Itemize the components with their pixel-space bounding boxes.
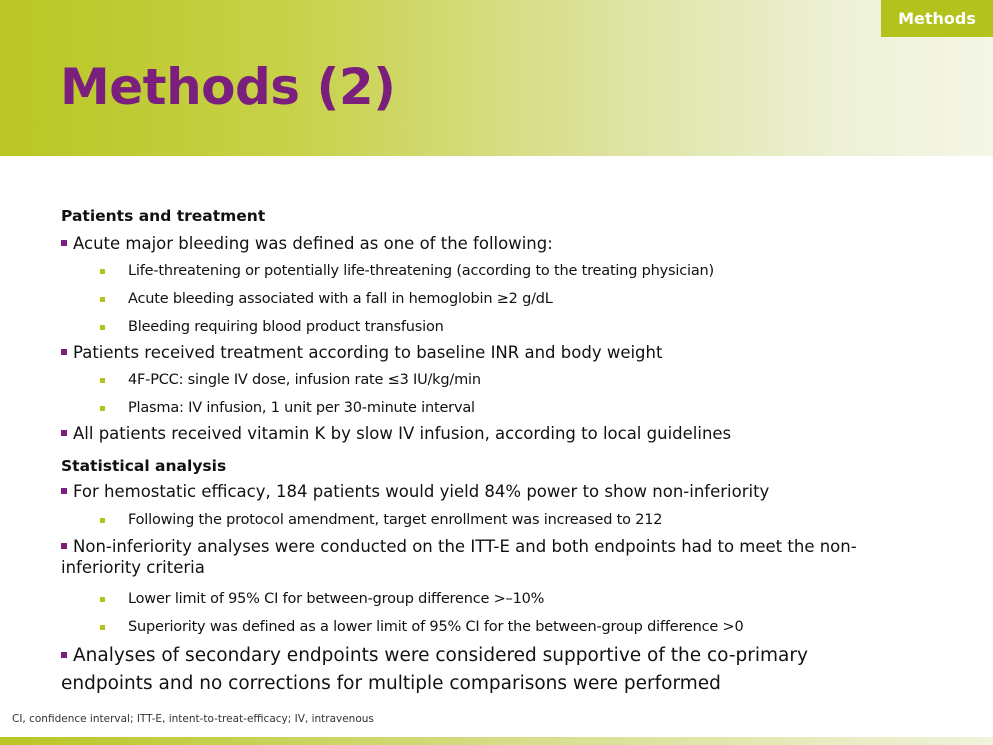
bullet-item: All patients received vitamin K by slow IV infusion, according to local guidelines bbox=[61, 423, 941, 444]
bullet-square-icon bbox=[61, 349, 67, 355]
bullet-square-icon bbox=[100, 406, 105, 411]
sub-bullet-item: 4F-PCC: single IV dose, infusion rate ≤3 IU/kg/min bbox=[61, 370, 941, 391]
sub-bullet-item: Lower limit of 95% CI for between-group difference >–10% bbox=[61, 589, 941, 610]
bullet-item: Non-inferiority analyses were conducted on the ITT-E and both endpoints had to meet the non-inferiority criteria bbox=[61, 537, 857, 577]
bullet-square-icon bbox=[100, 625, 105, 630]
sub-bullet-item: Following the protocol amendment, target enrollment was increased to 212 bbox=[61, 510, 941, 531]
sub-bullet-item: Plasma: IV infusion, 1 unit per 30-minute interval bbox=[61, 398, 941, 419]
bullet-square-icon bbox=[100, 325, 105, 330]
bullet-item: Patients received treatment according to baseline INR and body weight bbox=[61, 342, 941, 363]
bullet-square-icon bbox=[61, 430, 67, 436]
bottom-bar bbox=[0, 737, 993, 745]
bullet-square-icon bbox=[100, 297, 105, 302]
header-banner bbox=[0, 0, 993, 156]
section-tag: Methods bbox=[881, 0, 993, 37]
bullet-square-icon bbox=[100, 518, 105, 523]
bullet-item: Analyses of secondary endpoints were considered supportive of the co-primary endpoints and no corrections for multiple comparisons were performed bbox=[61, 645, 808, 694]
sub-bullet-item: Superiority was defined as a lower limit of 95% CI for the between-group difference >0 bbox=[61, 617, 941, 638]
bullet-square-icon bbox=[61, 652, 67, 658]
bullet-square-icon bbox=[100, 597, 105, 602]
bullet-square-icon bbox=[100, 269, 105, 274]
bullet-square-icon bbox=[61, 543, 67, 549]
bullet-square-icon bbox=[61, 488, 67, 494]
bullet-item: For hemostatic efficacy, 184 patients would yield 84% power to show non-inferiority bbox=[61, 481, 941, 502]
bullet-square-icon bbox=[100, 378, 105, 383]
footnote: CI, confidence interval; ITT-E, intent-to-treat-efficacy; IV, intravenous bbox=[12, 713, 374, 725]
section-heading-statistics: Statistical analysis bbox=[61, 457, 227, 475]
section-heading-patients: Patients and treatment bbox=[61, 207, 266, 225]
bullet-square-icon bbox=[61, 240, 67, 246]
bullet-item: Acute major bleeding was defined as one of the following: bbox=[61, 233, 941, 254]
slide-body bbox=[61, 205, 941, 698]
sub-bullet-item: Life-threatening or potentially life-threatening (according to the treating physician) bbox=[61, 261, 941, 282]
sub-bullet-item: Acute bleeding associated with a fall in hemoglobin ≥2 g/dL bbox=[61, 289, 941, 310]
sub-bullet-item: Bleeding requiring blood product transfusion bbox=[61, 317, 941, 338]
page-title: Methods (2) bbox=[60, 58, 396, 116]
